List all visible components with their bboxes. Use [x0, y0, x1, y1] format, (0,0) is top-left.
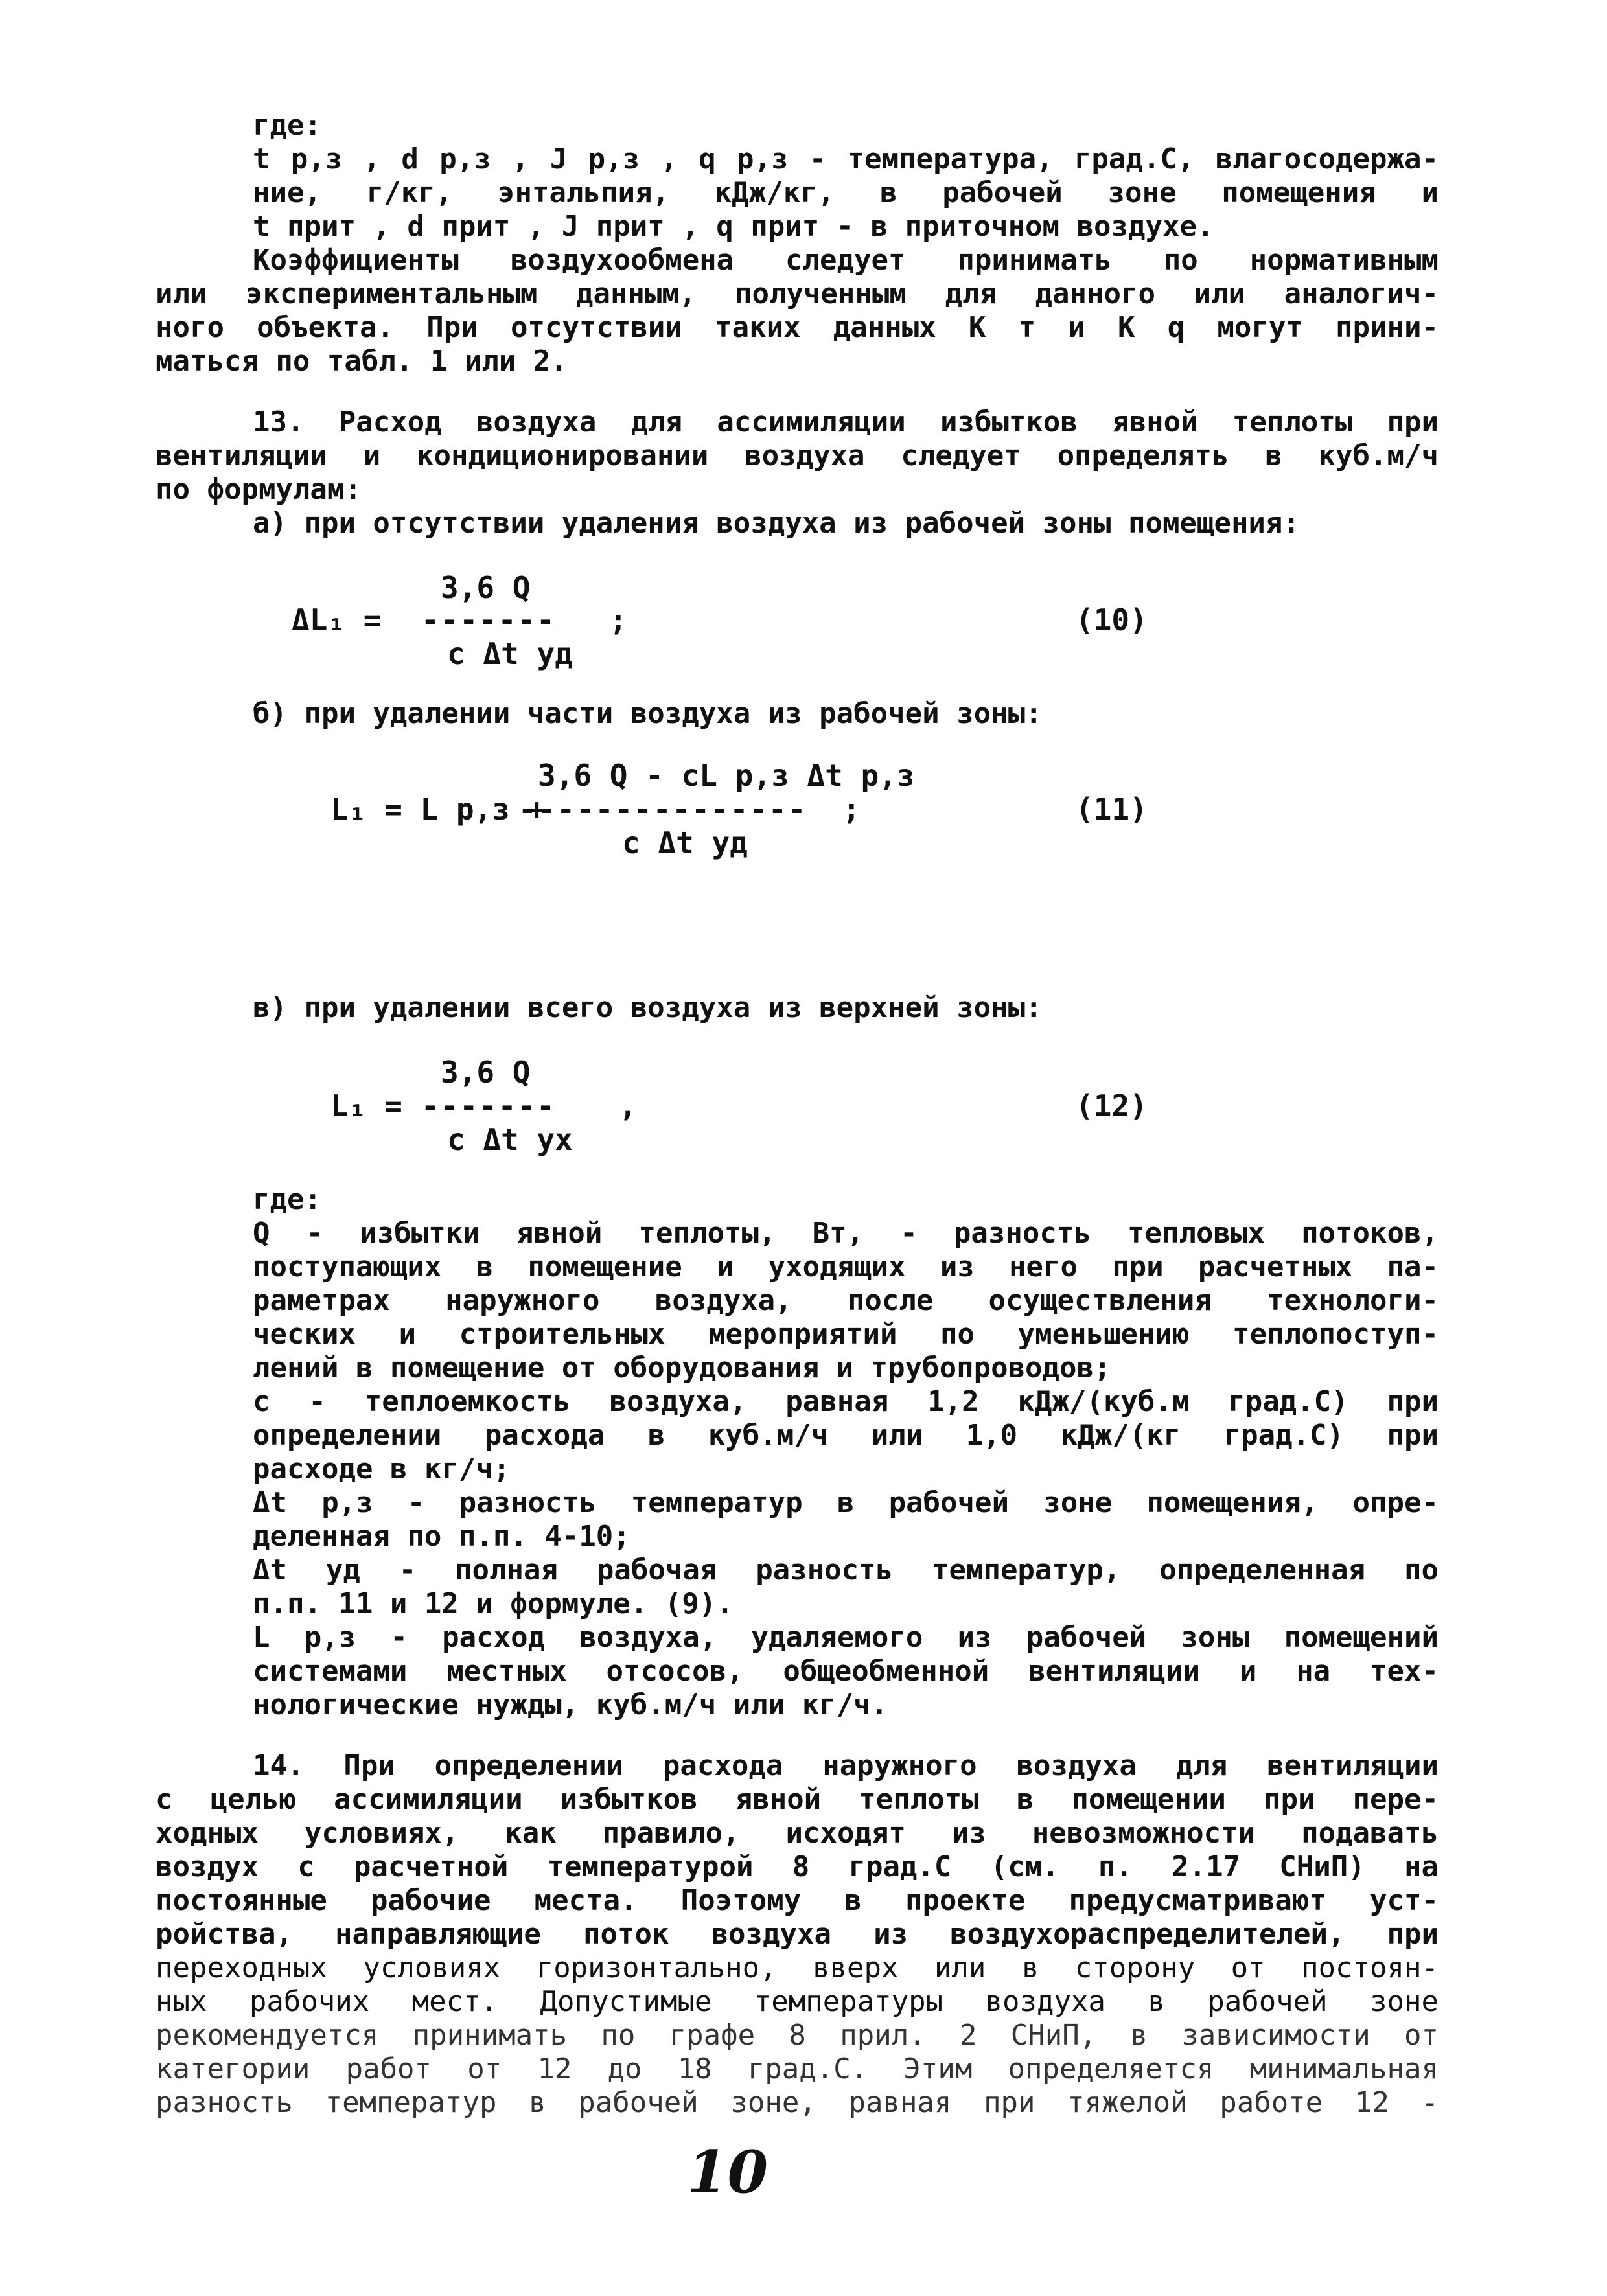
text-line: воздух с расчетной температурой 8 град.С (см. п. 2.17 СНиП) на: [156, 1850, 1439, 1883]
definition-line: Δt р,з - разность температур в рабочей зоне помещения, опре-: [253, 1486, 1439, 1519]
definition-line: лений в помещение от оборудования и трубопроводов;: [253, 1351, 1111, 1384]
text-line: переходных условиях горизонтально, вверх или в сторону от постоян-: [156, 1951, 1439, 1984]
text-line: ходных условиях, как правило, исходят из невозможности подавать: [156, 1817, 1439, 1850]
text-line: Коэффициенты воздухообмена следует принимать по нормативным: [253, 244, 1439, 277]
formula-10-lhs: ΔL₁ =: [292, 603, 382, 637]
definition-line: расходе в кг/ч;: [253, 1452, 511, 1486]
text-line: ного объекта. При отсутствии таких данных K т и K q могут прини-: [156, 311, 1439, 344]
definition-line: нологические нужды, куб.м/ч или кг/ч.: [253, 1688, 888, 1721]
formula-11-lhs: L₁ = L р,з +: [330, 792, 546, 827]
formula-11-number: (11): [1076, 792, 1148, 827]
text-line: с целью ассимиляции избытков явной теплоты в помещении при пере-: [156, 1783, 1439, 1816]
where-label-defs: где:: [253, 1183, 321, 1216]
definition-line: определении расхода в куб.м/ч или 1,0 кДж/(кг град.С) при: [253, 1419, 1439, 1452]
formula-10-denominator: c Δt уд: [447, 636, 573, 671]
formula-11-denominator: c Δt уд: [622, 825, 748, 860]
text-line: рекомендуется принимать по графе 8 прил. 2 СНиП, в зависимости от: [156, 2019, 1439, 2052]
page-number: 10: [687, 2138, 769, 2207]
definition-line: раметрах наружного воздуха, после осуществления технологи-: [253, 1284, 1439, 1317]
where-label-top: где:: [253, 109, 321, 142]
definition-line: деленная по п.п. 4-10;: [253, 1520, 630, 1553]
formula-10-punct: ;: [609, 603, 627, 637]
text-line: ных рабочих мест. Допустимые температуры воздуха в рабочей зоне: [156, 1985, 1439, 2018]
case-c-label: в) при удалении всего воздуха из верхней зоны:: [253, 991, 1043, 1024]
text-line: ние, г/кг, энтальпия, кДж/кг, в рабочей зоне помещения и: [253, 176, 1439, 209]
text-line: вентиляции и кондиционировании воздуха следует определять в куб.м/ч: [156, 439, 1439, 472]
text-line: ройства, направляющие поток воздуха из воздухораспределителей, при: [156, 1918, 1439, 1951]
definition-line: Q - избытки явной теплоты, Вт, - разность тепловых потоков,: [253, 1217, 1439, 1250]
definition-line: Δt уд - полная рабочая разность температур, определенная по: [253, 1554, 1439, 1587]
text-line: 13. Расход воздуха для ассимиляции избытков явной теплоты при: [253, 406, 1439, 439]
formula-11-numerator: 3,6 Q - cL р,з Δt р,з: [538, 758, 915, 793]
formula-10-number: (10): [1076, 603, 1148, 637]
case-b-label: б) при удалении части воздуха из рабочей зоны:: [253, 697, 1043, 730]
formula-10-fraction-bar: -------: [421, 603, 556, 637]
text-line: или экспериментальным данным, полученным для данного или аналогич-: [156, 277, 1439, 310]
formula-10-numerator: 3,6 Q: [441, 570, 531, 605]
case-a-label: а) при отсутствии удаления воздуха из рабочей зоны помещения:: [253, 507, 1300, 540]
formula-11-punct: ;: [842, 792, 861, 827]
formula-12-numerator: 3,6 Q: [441, 1055, 531, 1090]
definition-line: системами местных отсосов, общеобменной вентиляции и на тех-: [253, 1655, 1439, 1688]
text-line: постоянные рабочие места. Поэтому в проекте предусматривают уст-: [156, 1884, 1439, 1917]
text-line: t прит , d прит , J прит , q прит - в приточном воздухе.: [253, 210, 1214, 243]
definition-line: поступающих в помещение и уходящих из него при расчетных па-: [253, 1250, 1439, 1283]
definition-line: L р,з - расход воздуха, удаляемого из рабочей зоны помещений: [253, 1621, 1439, 1654]
formula-12-lhs: L₁ =: [330, 1088, 402, 1123]
formula-12-punct: ,: [619, 1088, 637, 1123]
text-line: t р,з , d р,з , J р,з , q р,з - температура, град.С, влагосодержа-: [253, 143, 1439, 176]
text-line: 14. При определении расхода наружного воздуха для вентиляции: [253, 1749, 1439, 1782]
definition-line: ческих и строительных мероприятий по уменьшению теплопоступ-: [253, 1318, 1439, 1351]
text-line: по формулам:: [156, 473, 362, 506]
formula-12-denominator: c Δt ух: [447, 1122, 573, 1157]
formula-11-fraction-bar: ---------------: [518, 792, 807, 827]
formula-12-number: (12): [1076, 1088, 1148, 1123]
definition-line: п.п. 11 и 12 и формуле. (9).: [253, 1587, 734, 1620]
text-line: маться по табл. 1 или 2.: [156, 345, 568, 378]
text-line: категории работ от 12 до 18 град.С. Этим определяется минимальная: [156, 2052, 1439, 2085]
formula-12-fraction-bar: -------: [421, 1088, 556, 1123]
text-line: разность температур в рабочей зоне, равная при тяжелой работе 12 -: [156, 2086, 1439, 2119]
definition-line: c - теплоемкость воздуха, равная 1,2 кДж/(куб.м град.С) при: [253, 1385, 1439, 1418]
